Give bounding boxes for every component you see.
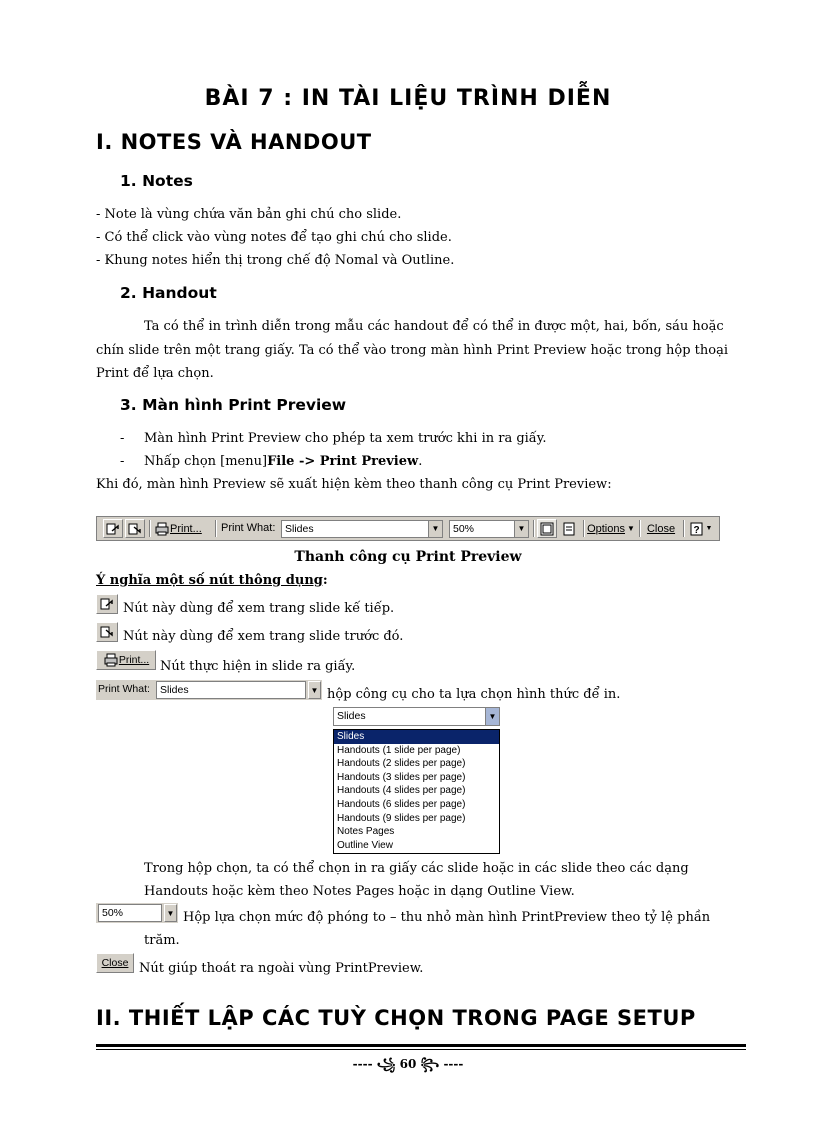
chevron-down-icon[interactable]: ▼ (428, 521, 442, 537)
toolbar-caption: Thanh công cụ Print Preview (294, 549, 522, 565)
dropdown-option[interactable]: Slides (334, 730, 499, 744)
chevron-down-icon[interactable]: ▼ (514, 521, 528, 537)
dropdown-option[interactable]: Handouts (4 slides per page) (337, 785, 466, 797)
close-sample-button[interactable] (96, 953, 134, 973)
previous-page-button[interactable] (125, 519, 145, 538)
landscape-button[interactable] (559, 519, 579, 538)
frame-slides-icon (540, 522, 554, 536)
help-icon (690, 522, 706, 536)
handout-para-line-3: Print để lựa chọn. (96, 366, 214, 381)
toolbar-separator (639, 520, 641, 537)
bullet-dash-2: - (120, 454, 125, 469)
toolbar-separator (683, 520, 685, 537)
zoom-sample-select[interactable] (98, 904, 162, 922)
choice-para-line-1: Trong hộp chọn, ta có thể chọn in ra giấy các slide hoặc in các slide theo các dạng (144, 861, 689, 876)
print-what-options-list (333, 729, 500, 854)
buttons-heading-colon: : (322, 573, 328, 588)
dropdown-option[interactable]: Handouts (9 slides per page) (337, 812, 466, 824)
print-what-sample-select[interactable] (156, 681, 306, 699)
zoom-description-line-2: trăm. (144, 933, 180, 948)
print-preview-bullet-1: Màn hình Print Preview cho phép ta xem trước khi in ra giấy. (144, 431, 547, 446)
zoom-value: 50% (453, 523, 475, 535)
print-what-select[interactable] (281, 520, 443, 538)
previous-page-icon (100, 625, 114, 639)
chevron-down-icon[interactable]: ▼ (308, 681, 321, 699)
chevron-down-icon[interactable]: ▼ (164, 904, 177, 922)
section-1-heading: I. NOTES VÀ HANDOUT (96, 130, 372, 154)
handout-para-line-2: chín slide trên một trang giấy. Ta có thể vào trong màn hình Print Preview hoặc trong hộp thoại (96, 343, 728, 358)
choice-para-line-2: Handouts hoặc kèm theo Notes Pages hoặc in dạng Outline View. (144, 884, 575, 899)
print-preview-after: Khi đó, màn hình Preview sẽ xuất hiện kèm theo thanh công cụ Print Preview: (96, 477, 612, 492)
print-what-value: Slides (285, 523, 314, 535)
notes-line-1: - Note là vùng chứa văn bản ghi chú cho slide. (96, 207, 402, 222)
print-what-sample (96, 680, 322, 700)
close-button[interactable] (643, 519, 679, 538)
print-preview-heading: 3. Màn hình Print Preview (120, 396, 347, 414)
notes-line-2: - Có thể click vào vùng notes để tạo ghi chú cho slide. (96, 230, 452, 245)
dropdown-option[interactable]: Notes Pages (337, 826, 395, 838)
print-button[interactable] (153, 519, 211, 538)
previous-page-sample-button[interactable] (96, 622, 118, 642)
print-preview-toolbar (96, 516, 720, 541)
close-description: Nút giúp thoát ra ngoài vùng PrintPreview. (139, 961, 424, 976)
toolbar-separator (149, 520, 151, 537)
notes-line-3: - Khung notes hiển thị trong chế độ Nomal và Outline. (96, 253, 455, 268)
toolbar-separator (215, 520, 217, 537)
next-page-sample-button[interactable] (96, 594, 118, 614)
handout-para-line-1: Ta có thể in trình diễn trong mẫu các handout để có thể in được một, hai, bốn, sáu hoặc (144, 319, 724, 334)
previous-page-description: Nút này dùng để xem trang slide trước đó. (123, 629, 404, 644)
help-button[interactable] (687, 519, 715, 538)
help-chevron-icon: ▼ (705, 525, 713, 532)
handout-heading: 2. Handout (120, 284, 217, 302)
next-page-button[interactable] (103, 519, 123, 538)
print-button-label: Print... (170, 522, 202, 535)
dropdown-option[interactable]: Handouts (1 slide per page) (337, 744, 461, 756)
print-description: Nút thực hiện in slide ra giấy. (160, 659, 356, 674)
svg-text:?: ? (693, 524, 700, 536)
chevron-down-icon[interactable]: ▼ (485, 708, 499, 725)
toolbar-separator (583, 520, 585, 537)
print-what-text: Print What: (221, 522, 276, 534)
footer-rule-thick (96, 1044, 746, 1047)
next-page-icon (106, 522, 120, 536)
footer-rule-thin (96, 1049, 746, 1050)
buttons-section-heading (96, 573, 328, 588)
print-what-label (221, 522, 275, 534)
toolbar-separator (533, 520, 535, 537)
dropdown-option[interactable]: Outline View (337, 839, 393, 851)
bullet-2-bold: File -> Print Preview (267, 454, 419, 469)
printer-icon (154, 522, 170, 536)
printer-icon (103, 653, 119, 667)
print-what-sample-label: Print What: (98, 683, 150, 695)
options-chevron-icon: ▼ (627, 524, 635, 533)
zoom-select[interactable] (449, 520, 529, 538)
buttons-heading-text: Ý nghĩa một số nút thông dụng (96, 573, 323, 588)
close-label: Close (646, 522, 676, 535)
previous-page-icon (128, 522, 142, 536)
bullet-2-suffix: . (418, 454, 423, 469)
options-button[interactable] (587, 519, 635, 538)
print-what-description: hộp công cụ cho ta lựa chọn hình thức để in. (327, 687, 621, 702)
bullet-dash-1: - (120, 431, 125, 446)
section-2-heading: II. THIẾT LẬP CÁC TUỲ CHỌN TRONG PAGE SETUP (96, 1006, 696, 1030)
bullet-2-prefix: Nhấp chọn [menu] (144, 454, 268, 469)
print-what-dropdown[interactable] (333, 707, 500, 726)
print-what-sample-value: Slides (160, 684, 189, 696)
dropdown-option[interactable]: Handouts (2 slides per page) (337, 758, 466, 770)
frame-slides-button[interactable] (537, 519, 557, 538)
notes-heading: 1. Notes (120, 172, 193, 190)
close-sample-label: Close (101, 957, 129, 969)
print-sample-button[interactable] (96, 650, 156, 670)
zoom-sample (96, 903, 178, 923)
dropdown-value: Slides (337, 710, 366, 722)
dropdown-option[interactable]: Handouts (6 slides per page) (337, 798, 466, 810)
next-page-description: Nút này dùng để xem trang slide kế tiếp. (123, 601, 395, 616)
zoom-description-line-1: Hộp lựa chọn mức độ phóng to – thu nhỏ màn hình PrintPreview theo tỷ lệ phần (183, 910, 711, 925)
page-title: BÀI 7 : IN TÀI LIỆU TRÌNH DIỄN (204, 86, 612, 111)
page-number: ---- ꧁ 60 ꧂ ---- (352, 1057, 464, 1071)
next-page-icon (100, 597, 114, 611)
print-sample-label: Print... (118, 654, 150, 666)
print-preview-bullet-2 (144, 451, 422, 473)
zoom-sample-value: 50% (102, 907, 124, 919)
page-icon (562, 522, 576, 536)
options-label: Options (587, 522, 625, 535)
dropdown-option[interactable]: Handouts (3 slides per page) (337, 771, 466, 783)
